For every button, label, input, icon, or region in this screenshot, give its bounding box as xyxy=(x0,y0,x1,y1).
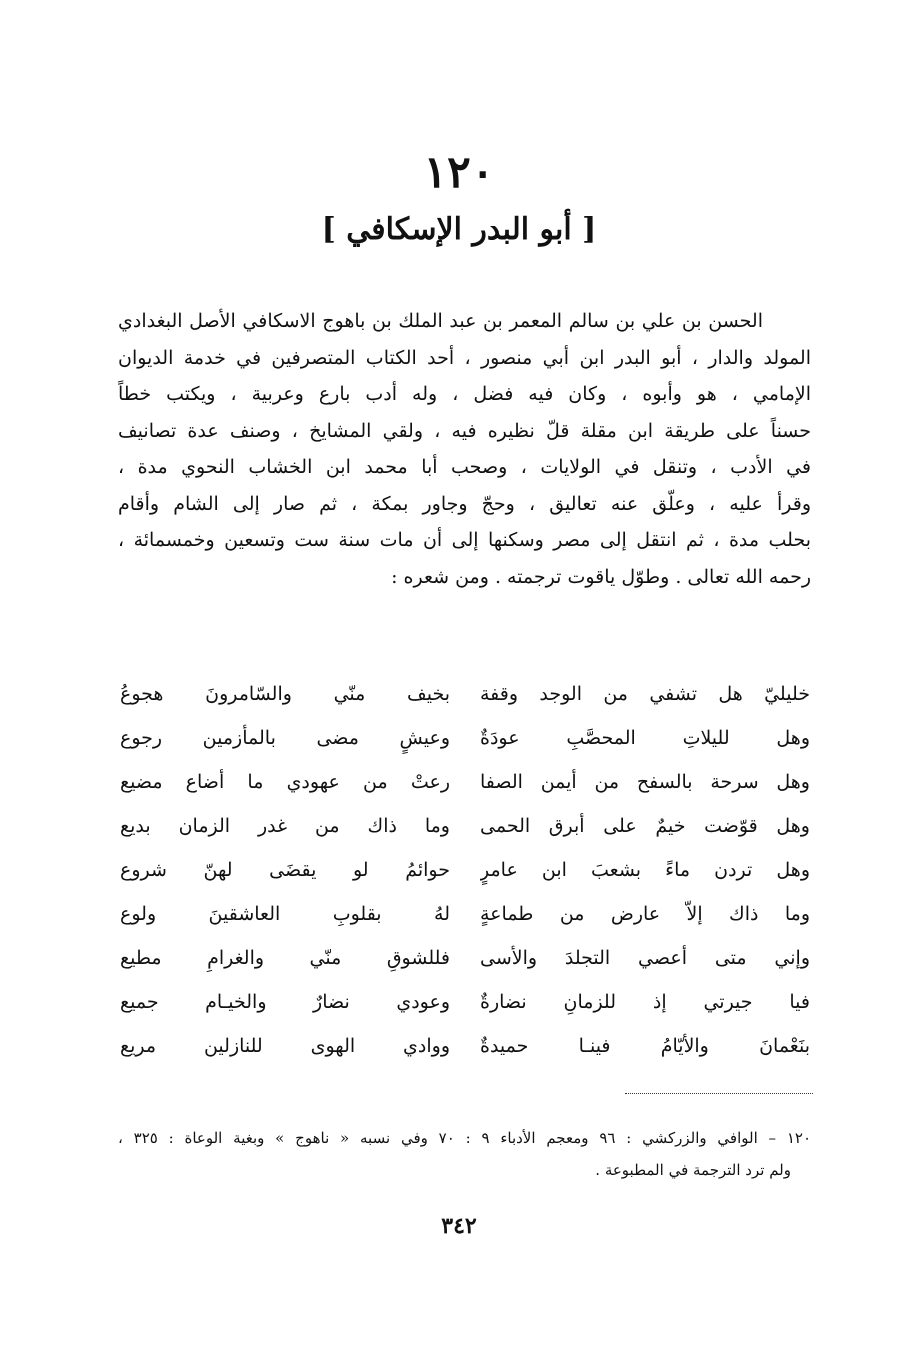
first-hemistich: فيا جيرتي إذ للزمانِ نضارةٌ xyxy=(480,991,810,1013)
poem-verse xyxy=(120,804,810,848)
second-hemistich: فللشوقِ منّي والغرامِ مطيع xyxy=(120,947,450,969)
biography-line: المولد والدار ، أبو البدر ابن أبي منصور ، أحد الكتاب المتصرفين في خدمة الديوان xyxy=(118,346,811,369)
first-hemistich: بنَعْمانَ والأيّامُ فينـا حميدةٌ xyxy=(480,1035,810,1057)
footnote-separator xyxy=(625,1093,813,1094)
poem-verse xyxy=(120,672,810,716)
entry-title: [ أبو البدر الإسكافي ] xyxy=(321,212,597,247)
second-hemistich: وعيشٍ مضى بالمأزمين رجوع xyxy=(120,727,450,749)
poem-verse xyxy=(120,892,810,936)
page-number: ٣٤٢ xyxy=(441,1213,477,1239)
biography-line: في الأدب ، وتنقل في الولايات ، وصحب أبا محمد ابن الخشاب النحوي مدة ، xyxy=(118,456,811,478)
first-hemistich: وهل لليلاتِ المحصَّبِ عودَةٌ xyxy=(480,727,810,749)
poem-verse xyxy=(120,716,810,760)
first-hemistich: خليليّ هل تشفي من الوجد وقفة xyxy=(480,683,810,705)
biography-line: الإمامي ، هو وأبوه ، وكان فيه فضل ، وله أدب بارع وعربية ، ويكتب خطاً xyxy=(118,383,811,405)
poem-verse xyxy=(120,848,810,892)
second-hemistich: لهُ بقلوبِ العاشقينَ ولوع xyxy=(120,903,450,925)
first-hemistich: وما ذاك إلاّ عارض من طماعةٍ xyxy=(480,903,810,925)
first-hemistich: وهل قوّضت خيمٌ على أبرق الحمى xyxy=(480,815,810,837)
second-hemistich: بخيف منّي والسّامرونَ هجوعُ xyxy=(120,683,450,705)
biography-line: رحمه الله تعالى . وطوّل ياقوت ترجمته . ومن شعره : xyxy=(391,565,811,588)
second-hemistich: حوائمُ لو يقضَى لهنّ شروع xyxy=(120,859,450,881)
second-hemistich: وعودي نضارٌ والخيـام جميع xyxy=(120,991,450,1013)
second-hemistich: وما ذاك من غدر الزمان بديع xyxy=(120,815,450,837)
poem-verse xyxy=(120,760,810,804)
poem-verse xyxy=(120,980,810,1024)
footnote xyxy=(118,1122,811,1186)
entry-number: ١٢٠ xyxy=(423,147,495,198)
biography-line: وقرأ عليه ، وعلّق عنه تعاليق ، وحجّ وجاور بمكة ، ثم صار إلى الشام وأقام xyxy=(118,492,811,515)
first-hemistich: وإني متى أعصي التجلدَ والأسى xyxy=(480,947,810,969)
second-hemistich: رعتْ من عهودي ما أضاع مضيع xyxy=(120,771,450,793)
footnote-line: ولم ترد الترجمة في المطبوعة . xyxy=(595,1161,791,1179)
first-hemistich: وهل سرحة بالسفح من أيمن الصفا xyxy=(480,771,810,793)
biography-line: حسناً على طريقة ابن مقلة قلّ نظيره فيه ، ولقي المشايخ ، وصنف عدة تصانيف xyxy=(118,419,811,442)
first-hemistich: وهل تردن ماءً بشعبَ ابن عامرٍ xyxy=(480,859,810,881)
poem xyxy=(120,672,810,1068)
biography-line: الحسن بن علي بن سالم المعمر بن عبد الملك بن باهوج الاسكافي الأصل البغدادي xyxy=(118,310,763,332)
second-hemistich: ووادي الهوى للنازلين مريع xyxy=(120,1035,450,1057)
biography-paragraph xyxy=(118,303,811,595)
poem-verse xyxy=(120,936,810,980)
footnote-line: ١٢٠ – الوافي والزركشي : ٩٦ ومعجم الأدباء ٩ : ٧٠ وفي نسبه « ناهوج » وبغية الوعاة : ٣٢٥ ، xyxy=(118,1129,811,1147)
biography-line: بحلب مدة ، ثم انتقل إلى مصر وسكنها إلى أن مات سنة ست وتسعين وخمسمائة ، xyxy=(118,529,811,551)
poem-verse xyxy=(120,1024,810,1068)
